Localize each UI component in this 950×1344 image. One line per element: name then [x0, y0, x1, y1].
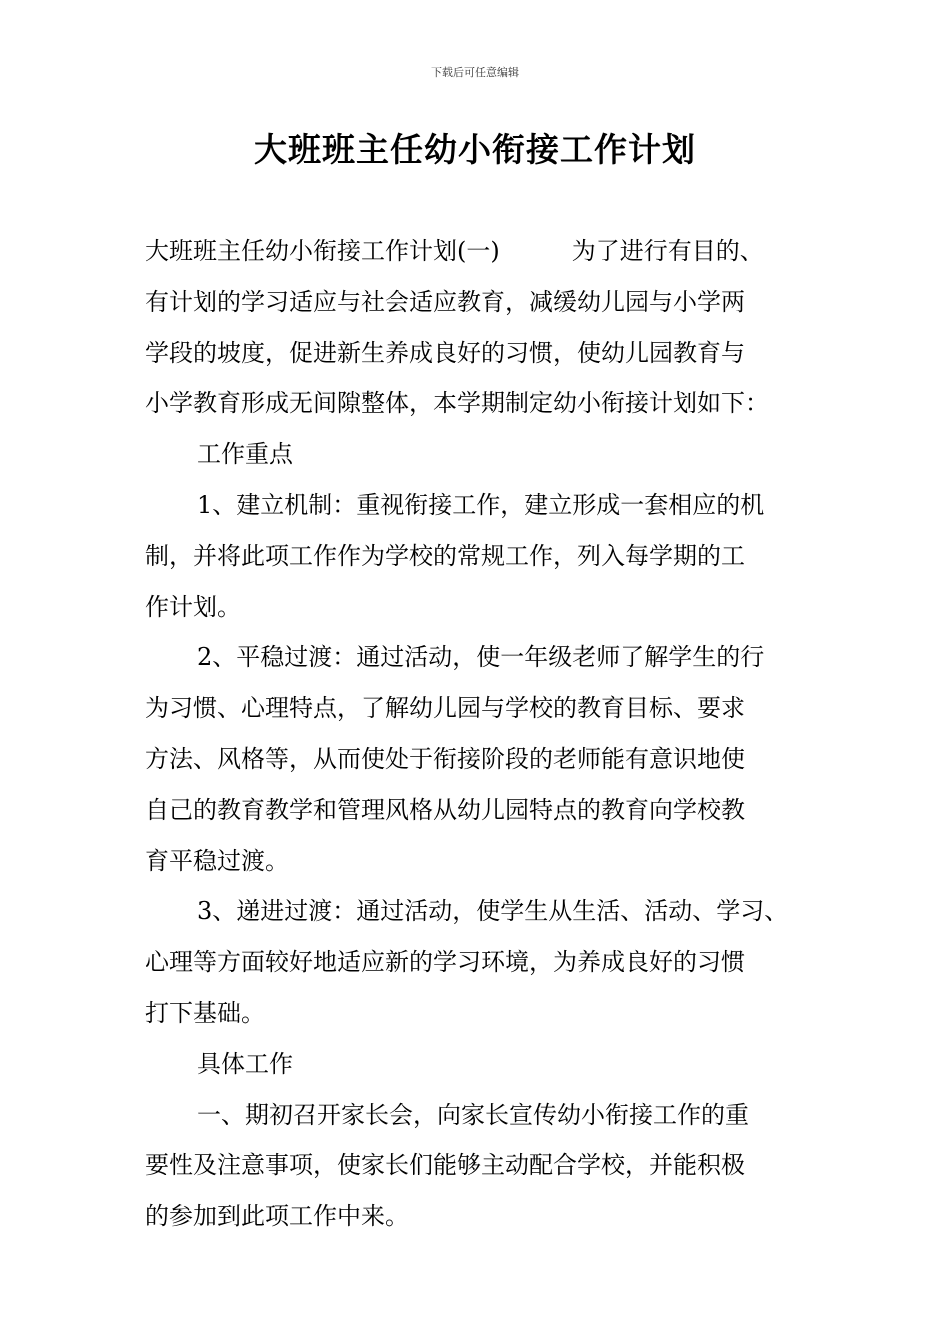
body-line: 大班班主任幼小衔接工作计划(一) 为了进行有目的、 [145, 237, 764, 265]
body-line: 小学教育形成无间隙整体，本学期制定幼小衔接计划如下： [145, 389, 769, 418]
body-line: 的参加到此项工作中来。 [145, 1202, 409, 1231]
body-line: 作计划。 [145, 592, 241, 621]
body-line: 2、平稳过渡：通过活动，使一年级老师了解学生的行 [197, 643, 765, 672]
body-line: 为习惯、心理特点，了解幼儿园与学校的教育目标、要求 [145, 694, 745, 723]
document-title: 大班班主任幼小衔接工作计划 [254, 130, 696, 169]
body-line: 打下基础。 [145, 998, 265, 1027]
body-line: 一、期初召开家长会，向家长宣传幼小衔接工作的重 [197, 1100, 749, 1129]
body-line: 要性及注意事项，使家长们能够主动配合学校，并能积极 [145, 1151, 745, 1180]
document-body [145, 226, 825, 1242]
header-note: 下载后可任意编辑 [431, 66, 519, 79]
body-line: 制，并将此项工作作为学校的常规工作，列入每学期的工 [145, 541, 745, 570]
body-line: 心理等方面较好地适应新的学习环境，为养成良好的习惯 [145, 948, 745, 977]
body-line: 有计划的学习适应与社会适应教育，减缓幼儿园与小学两 [145, 287, 745, 316]
body-line: 自己的教育教学和管理风格从幼儿园特点的教育向学校教 [145, 795, 745, 824]
body-line: 1、建立机制：重视衔接工作，建立形成一套相应的机 [197, 490, 765, 519]
body-line: 3、递进过渡：通过活动，使学生从生活、活动、学习、 [197, 897, 789, 926]
body-line: 育平稳过渡。 [145, 846, 289, 875]
body-line: 学段的坡度，促进新生养成良好的习惯，使幼儿园教育与 [145, 338, 745, 367]
section-heading: 具体工作 [197, 1049, 293, 1078]
section-heading: 工作重点 [197, 440, 293, 469]
body-line: 方法、风格等，从而使处于衔接阶段的老师能有意识地使 [145, 744, 745, 773]
